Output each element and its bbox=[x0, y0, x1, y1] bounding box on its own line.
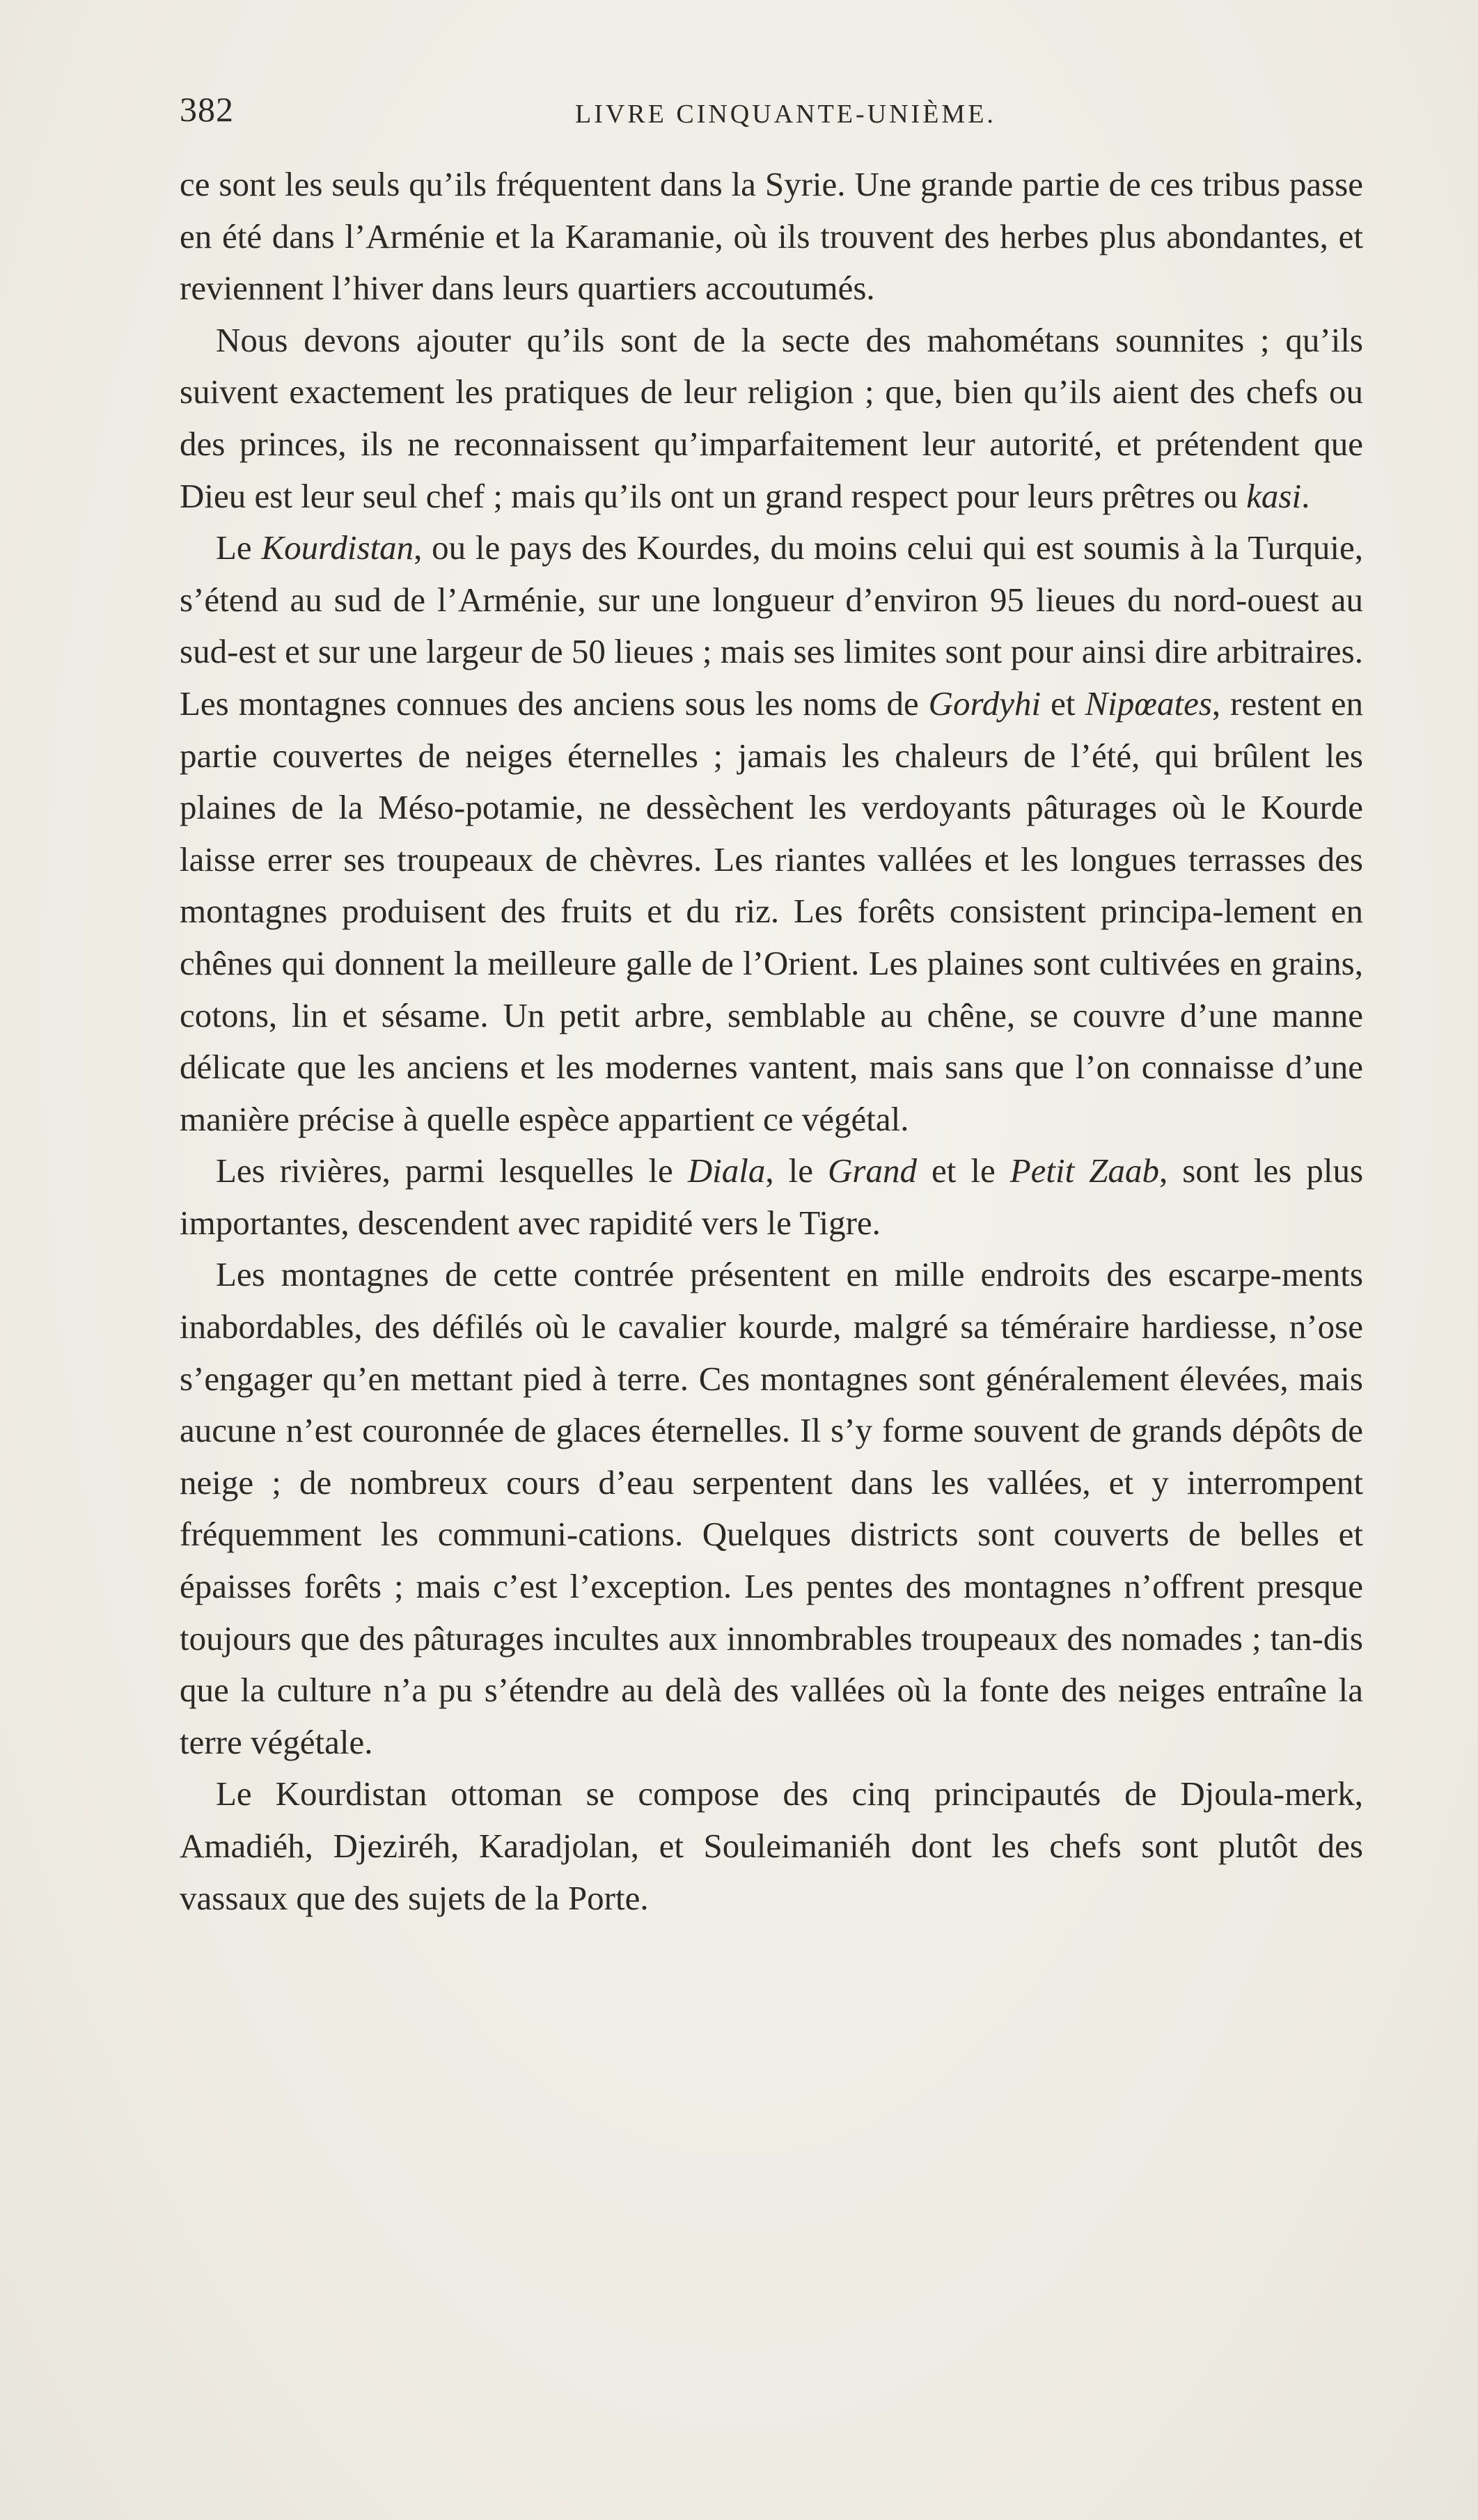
paragraph-4 bbox=[180, 1145, 1363, 1249]
paragraph-3-text-c: et bbox=[1041, 684, 1085, 723]
paragraph-3-text-d: , restent en partie couvertes de neiges éternelles ; jamais les chaleurs de l’été, qui brûlent les plaines de la Méso-potamie, ne dessèchent les verdoyants pâturages où le Kourde laisse errer ses troupeaux de chèvres. Les riantes vallées et les longues terrasses des montagnes produisent des fruits et du riz. Les forêts consistent principa-lement en chênes qui donnent la meilleure galle de l’Orient. Les plaines sont cultivées en grains, cotons, lin et sésame. Un petit arbre, semblable au chêne, se couvre d’une manne délicate que les anciens et les modernes vantent, mais sans que l’on connaisse d’une manière précise à quelle espèce appartient ce végétal. bbox=[180, 684, 1363, 1138]
paragraph-1-text: ce sont les seuls qu’ils fréquentent dans la Syrie. Une grande partie de ces tribus passe en été dans l’Arménie et la Karamanie, où ils trouvent des herbes plus abondantes, et reviennent l’hiver dans leurs quartiers accoutumés. bbox=[180, 165, 1363, 308]
page-number: 382 bbox=[180, 90, 234, 129]
paragraph-3 bbox=[180, 522, 1363, 1145]
paragraph-1 bbox=[180, 159, 1363, 315]
paragraph-2-end: . bbox=[1301, 476, 1310, 515]
paragraph-3-lead: Le bbox=[216, 528, 262, 567]
term-nipoeates: Nipœates bbox=[1085, 684, 1212, 723]
paragraph-6-text: Le Kourdistan ottoman se compose des cinq principautés de Djoula-merk, Amadiéh, Djeziréh, Karadjolan, et Souleimaniéh dont les chefs sont plutôt des vassaux que des sujets de la Porte. bbox=[180, 1774, 1363, 1917]
term-kourdistan: Kourdistan bbox=[261, 528, 414, 567]
term-diala: Diala bbox=[687, 1151, 766, 1190]
paragraph-4-text-b: , le bbox=[765, 1151, 828, 1190]
term-grand: Grand bbox=[828, 1151, 917, 1190]
paragraph-4-text-d: , sont les plus importantes, descendent avec rapidité vers le Tigre. bbox=[180, 1151, 1364, 1242]
paragraph-3-text-b: , ou le pays des Kourdes, du moins celui qui est soumis à la Turquie, s’étend au sud de l’Arménie, sur une longueur d’environ 95 lieues du nord-ouest au sud-est et sur une largeur de 50 lieues ; mais ses limites sont pour ainsi dire arbitraires. Les montagnes connues des anciens sous les noms de bbox=[180, 528, 1363, 723]
paragraph-5 bbox=[180, 1249, 1363, 1768]
body-text bbox=[180, 159, 1363, 1924]
page-header bbox=[180, 89, 1363, 145]
term-petit-zaab: Petit Zaab bbox=[1009, 1151, 1159, 1190]
running-head: LIVRE CINQUANTE-UNIÈME. bbox=[575, 100, 996, 129]
term-gordyhi: Gordyhi bbox=[928, 684, 1041, 723]
paragraph-4-lead: Les rivières, parmi lesquelles le bbox=[216, 1151, 688, 1190]
paragraph-6 bbox=[180, 1768, 1363, 1924]
paragraph-4-text-c: et le bbox=[916, 1151, 1010, 1190]
paragraph-2-text: Nous devons ajouter qu’ils sont de la secte des mahométans sounnites ; qu’ils suivent exactement les pratiques de leur religion ; que, bien qu’ils aient des chefs ou des princes, ils ne reconnaissent qu’imparfaitement leur autorité, et prétendent que Dieu est leur seul chef ; mais qu’ils ont un grand respect pour leurs prêtres ou bbox=[180, 320, 1363, 515]
paragraph-2 bbox=[180, 315, 1363, 522]
paragraph-5-text: Les montagnes de cette contrée présentent en mille endroits des escarpe-ments inabordables, des défilés où le cavalier kourde, malgré sa téméraire hardiesse, n’ose s’engager qu’en mettant pied à terre. Ces montagnes sont généralement élevées, mais aucune n’est couronnée de glaces éternelles. Il s’y forme souvent de grands dépôts de neige ; de nombreux cours d’eau serpentent dans les vallées, et y interrompent fréquemment les communi-cations. Quelques districts sont couverts de belles et épaisses forêts ; mais c’est l’exception. Les pentes des montagnes n’offrent presque toujours que des pâturages incultes aux innombrables troupeaux des nomades ; tan-dis que la culture n’a pu s’étendre au delà des vallées où la fonte des neiges entraîne la terre végétale. bbox=[180, 1255, 1363, 1761]
term-kasi: kasi bbox=[1246, 476, 1302, 515]
